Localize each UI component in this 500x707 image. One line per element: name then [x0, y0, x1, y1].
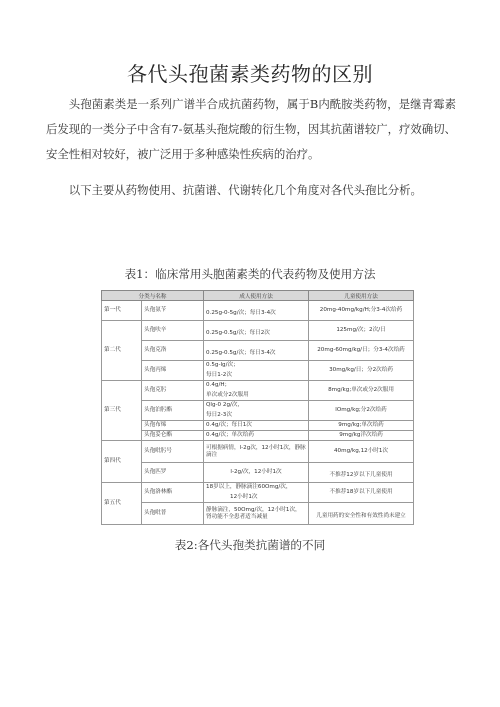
child-dosage: 8mg/kg;单次或分2次服用 [309, 381, 414, 401]
page-title: 各代头孢菌素类药物的区别 [127, 62, 373, 86]
table-row [102, 301, 414, 321]
table-row [102, 321, 414, 341]
child-dosage: lOmg/kg;分2次给药 [309, 401, 414, 421]
drug-name: 头孢布烯 [142, 421, 204, 431]
table-row [102, 431, 414, 441]
drug-name: 头孢氨苄 [142, 301, 204, 321]
drug-usage-table [101, 290, 414, 525]
drug-name: 头孢呋辛 [142, 321, 204, 341]
table1-caption: 表1：临床常用头胞菌素类的代表药物及使用方法 [124, 267, 376, 281]
table-row [102, 463, 414, 483]
generation-cell: 第五代 [102, 483, 142, 525]
drug-name: 头孢克肟 [142, 381, 204, 401]
drug-name: 头孢吡肟号 [142, 441, 204, 463]
table-row [102, 361, 414, 381]
table-row [102, 441, 414, 463]
table-row [102, 381, 414, 401]
adult-dosage: Qlg-0 2g/次， 每日2-3次 [204, 401, 309, 421]
drug-name: 头孢洛林酯 [142, 483, 204, 503]
child-dosage: 不推荐18岁以下儿童使用 [309, 483, 414, 503]
drug-name: 头孢泊肟酯 [142, 401, 204, 421]
table2-caption: 表2:各代头孢类抗菌谱的不同 [174, 538, 326, 552]
table-row [102, 341, 414, 361]
child-dosage: 9mg/kg洋次给药 [309, 431, 414, 441]
intro-paragraph: 头孢菌素类是一系列广谱半合成抗菌药物，属于B内酰胺类药物，是继青霉素后发现的一类分子中含有7-氨基头孢烷酸的衍生物，因其抗菌谱较广，疗效确切、安全性相对较好，被广泛用于多种感染性疾病的治疗。 [46, 97, 456, 161]
child-dosage: 20mg-40mg/kg/H;分3-4次给药 [309, 301, 414, 321]
child-dosage: 不推荐12岁以下儿童使用 [309, 463, 414, 483]
header-category: 分类与名称 [102, 291, 204, 301]
adult-dosage: 0.5g-lg/次； 每日1-2次 [204, 361, 309, 381]
adult-dosage: 可根据病情，l-2g次，12小时1次，静脉滴注 [204, 441, 309, 463]
child-dosage: 9mg/kg;单次给药 [309, 421, 414, 431]
adult-dosage: 0.25g-0.5g/次；每日2次 [204, 321, 309, 341]
generation-cell: 第二代 [102, 321, 142, 381]
table-header-row [102, 291, 414, 301]
adult-dosage: 0.25g-0-5g/次；每日3-4次 [204, 301, 309, 321]
table-row [102, 421, 414, 431]
adult-dosage: 18岁以上，静脉滴注60Omg/次， 12小时1次 [204, 483, 309, 503]
drug-name: 头孢克洛 [142, 341, 204, 361]
adult-dosage: 0.4g/次；每日1次 [204, 421, 309, 431]
scope-paragraph: 以下主要从药物使用、抗菌谱、代谢转化几个角度对各代头孢比分析。 [68, 183, 422, 197]
adult-dosage: 0.4g/H； 单次或分2次服用 [204, 381, 309, 401]
table-row [102, 503, 414, 525]
child-dosage: 20mg-60mg/kg/日；分3-4次给药 [309, 341, 414, 361]
drug-name: 头孢匹罗 [142, 463, 204, 483]
child-dosage: 儿童用药的安全性和有效性尚未建立 [309, 503, 414, 525]
drug-name: 头孢丙烯 [142, 361, 204, 381]
generation-cell: 第一代 [102, 301, 142, 321]
adult-dosage: 0.25g-0.5g/次；每日3-4次 [204, 341, 309, 361]
child-dosage: 125mg/次；2次/日 [309, 321, 414, 341]
child-dosage: 40mg/kg,12小时1次 [309, 441, 414, 463]
table-row [102, 401, 414, 421]
header-child: 儿童使用方法 [309, 291, 414, 301]
generation-cell: 第四代 [102, 441, 142, 483]
adult-dosage: 静脉滴注，50Omg/次，12小时1次，肾功能不全患者适当减量 [204, 503, 309, 525]
adult-dosage: l-2g/次，12小时1次 [204, 463, 309, 483]
header-adult: 成人使用方法 [204, 291, 309, 301]
drug-name: 头孢妥仑酯 [142, 431, 204, 441]
drug-name: 头孢吡普 [142, 503, 204, 525]
child-dosage: 30mg/kg/日；分2次给药 [309, 361, 414, 381]
adult-dosage: 0.4g/次；单次给药 [204, 431, 309, 441]
table-row [102, 483, 414, 503]
generation-cell: 第三代 [102, 381, 142, 441]
